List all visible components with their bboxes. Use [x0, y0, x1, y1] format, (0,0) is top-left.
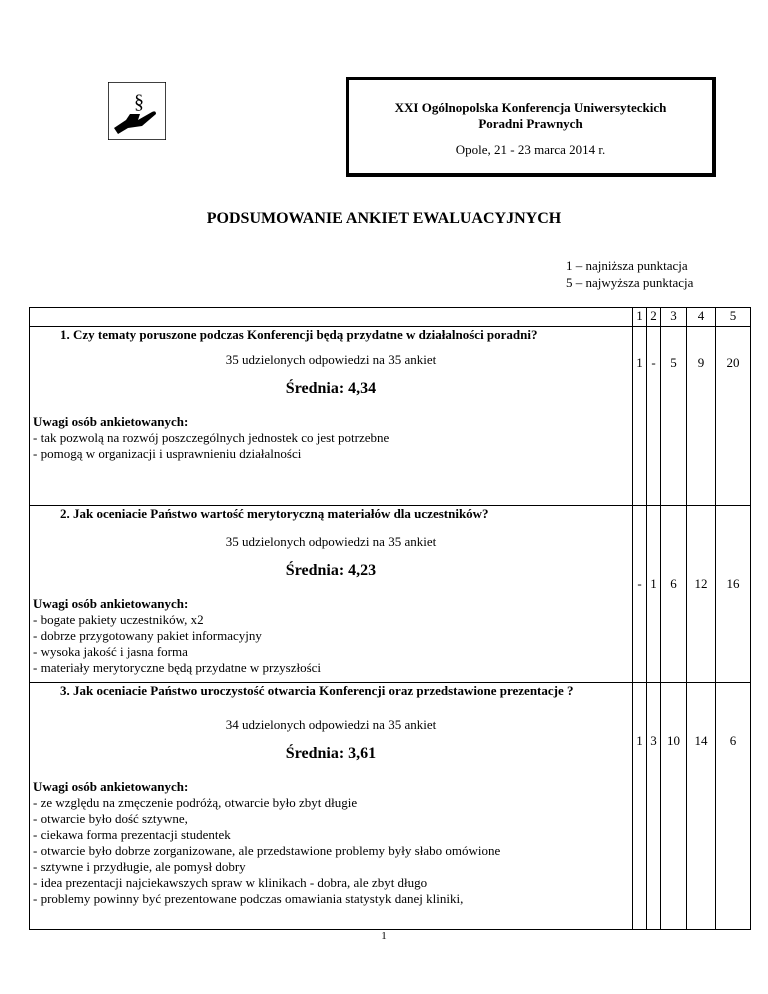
note-item: - otwarcie było dość sztywne,	[33, 811, 188, 826]
note-item: - bogate pakiety uczestników, x2	[33, 612, 204, 627]
score-value: 1	[636, 733, 643, 748]
score-header: 5	[716, 308, 751, 327]
conference-date: Opole, 21 - 23 marca 2014 r.	[455, 142, 606, 157]
score-header: 1	[633, 308, 647, 327]
notes-heading: Uwagi osób ankietowanych:	[33, 779, 189, 794]
score-value: 9	[697, 355, 705, 370]
note-item: - idea prezentacji najciekawszych spraw w klinikach - dobra, ale zbyt długo	[33, 875, 428, 890]
note-item: - pomogą w organizacji i usprawnieniu działalności	[33, 446, 302, 461]
conference-box	[346, 77, 716, 177]
score-value: 14	[694, 733, 708, 748]
score-value: 3	[650, 733, 657, 748]
question-title: 2. Jak oceniacie Państwo wartość merytoryczną materiałów dla uczestników?	[60, 506, 489, 521]
score-header: 4	[687, 308, 716, 327]
notes-heading: Uwagi osób ankietowanych:	[33, 414, 189, 429]
legend-lowest: 1 – najniższa punktacja	[566, 258, 688, 273]
note-item: - wysoka jakość i jasna forma	[33, 644, 188, 659]
score-header: 3	[661, 308, 687, 327]
page-number: 1	[381, 930, 387, 942]
svg-text:§: §	[134, 91, 144, 113]
score-value: -	[637, 576, 642, 591]
score-value: -	[651, 355, 656, 370]
note-item: - dobrze przygotowany pakiet informacyjny	[33, 628, 262, 643]
question-row	[30, 327, 751, 506]
score-value: 6	[729, 733, 737, 748]
notes-heading: Uwagi osób ankietowanych:	[33, 596, 189, 611]
note-item: - tak pozwolą na rozwój poszczególnych jednostek co jest potrzebne	[33, 430, 390, 445]
page-title: PODSUMOWANIE ANKIET EWALUACYJNYCH	[206, 210, 562, 227]
score-value: 1	[650, 576, 657, 591]
score-value: 20	[726, 355, 740, 370]
question-title: 1. Czy tematy poruszone podczas Konferencji będą przydatne w działalności poradni?	[60, 327, 538, 342]
legend-highest: 5 – najwyższa punktacja	[566, 275, 694, 290]
score-value: 1	[636, 355, 643, 370]
note-item: - otwarcie było dobrze zorganizowane, ale przedstawione problemy były słabo omówione	[33, 843, 501, 858]
score-legend	[566, 257, 693, 291]
hand-paragraph-icon	[108, 82, 166, 140]
average-score: Średnia: 4,23	[285, 562, 377, 579]
question-row	[30, 683, 751, 930]
average-score: Średnia: 4,34	[285, 380, 377, 397]
score-value: 10	[667, 733, 680, 748]
score-value: 16	[726, 576, 740, 591]
note-item: - problemy powinny być prezentowane podczas omawiania statystyk danej kliniki,	[33, 891, 464, 906]
answers-count: 35 udzielonych odpowiedzi na 35 ankiet	[225, 352, 437, 367]
answers-count: 34 udzielonych odpowiedzi na 35 ankiet	[225, 717, 437, 732]
score-value: 5	[670, 355, 677, 370]
score-header-row	[30, 308, 751, 327]
note-item: - sztywne i przydługie, ale pomysł dobry	[33, 859, 246, 874]
conference-title: XXI Ogólnopolska Konferencja Uniwersyteckich Poradni Prawnych	[394, 100, 667, 131]
score-header: 2	[647, 308, 661, 327]
score-value: 12	[694, 576, 708, 591]
note-item: - ze względu na zmęczenie podróżą, otwarcie było zbyt długie	[33, 795, 358, 810]
average-score: Średnia: 3,61	[285, 745, 377, 762]
question-row	[30, 506, 751, 683]
note-item: - materiały merytoryczne będą przydatne w przyszłości	[33, 660, 322, 675]
note-item: - ciekawa forma prezentacji studentek	[33, 827, 231, 842]
answers-count: 35 udzielonych odpowiedzi na 35 ankiet	[225, 534, 437, 549]
survey-table	[29, 307, 751, 930]
score-value: 6	[670, 576, 677, 591]
question-title: 3. Jak oceniacie Państwo uroczystość otwarcia Konferencji oraz przedstawione prezentacje ?	[60, 683, 574, 698]
